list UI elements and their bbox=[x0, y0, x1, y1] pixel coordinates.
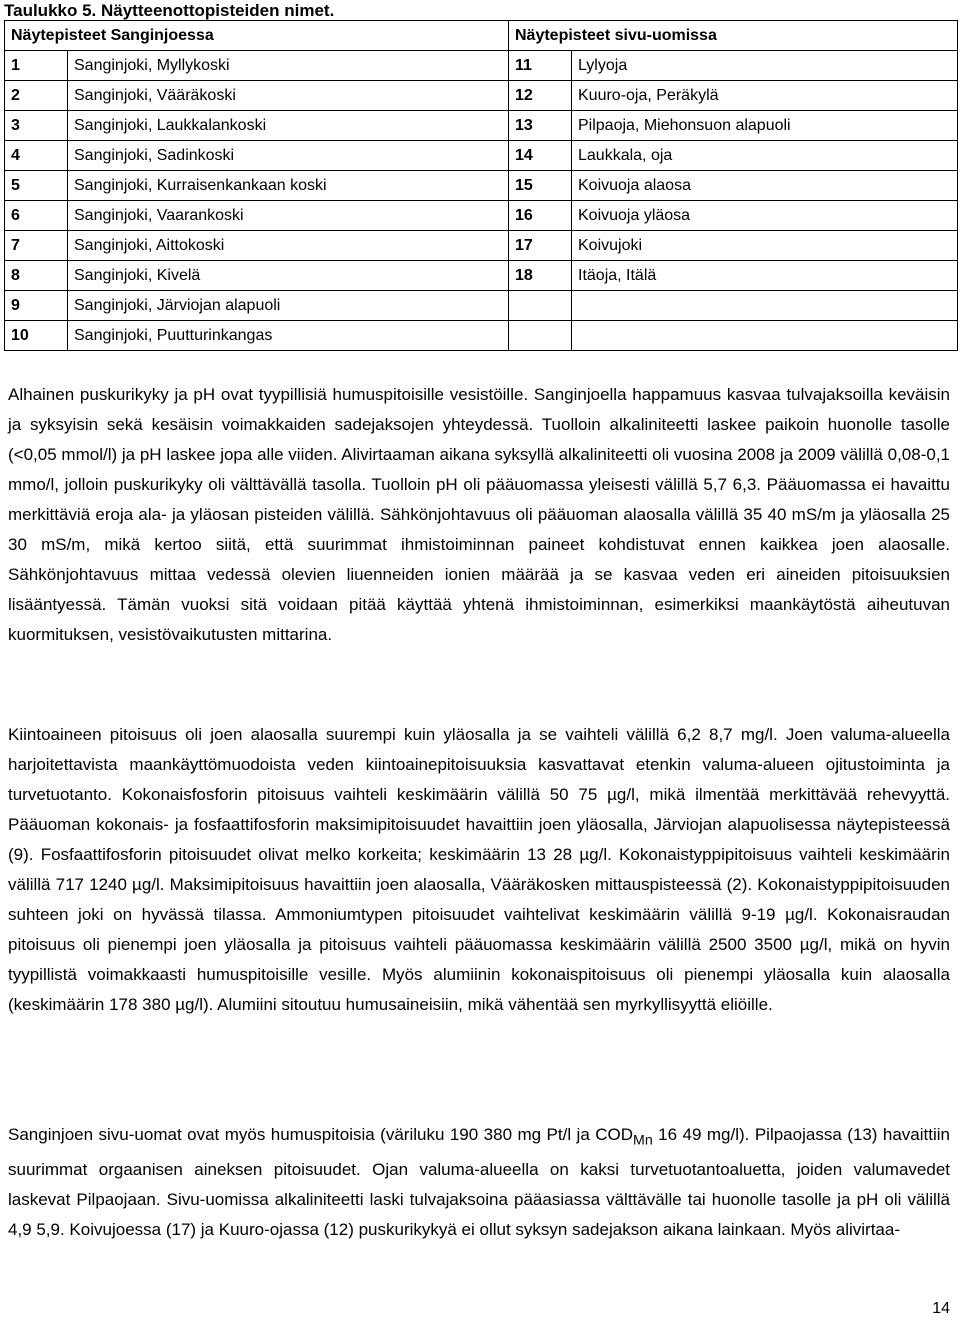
point-name: Sanginjoki, Kivelä bbox=[68, 261, 509, 291]
side-point-name: Koivuoja alaosa bbox=[572, 171, 958, 201]
side-point-number: 13 bbox=[509, 111, 572, 141]
point-number: 6 bbox=[5, 201, 68, 231]
point-number: 7 bbox=[5, 231, 68, 261]
side-point-number: 11 bbox=[509, 51, 572, 81]
point-name: Sanginjoki, Järviojan alapuoli bbox=[68, 291, 509, 321]
point-number: 8 bbox=[5, 261, 68, 291]
table-row bbox=[5, 201, 958, 231]
header-side-channels: Näytepisteet sivu-uomissa bbox=[509, 21, 958, 51]
table-row bbox=[5, 261, 958, 291]
paragraph-side-channels bbox=[8, 1120, 950, 1245]
point-name: Sanginjoki, Laukkalankoski bbox=[68, 111, 509, 141]
table-row bbox=[5, 51, 958, 81]
point-name: Sanginjoki, Kurraisenkankaan koski bbox=[68, 171, 509, 201]
table-row bbox=[5, 111, 958, 141]
paragraph-alkalinity: Alhainen puskurikyky ja pH ovat tyypillisiä humuspitoisille vesistöille. Sanginjoella happamuus kasvaa tulvajaksoilla keväisin ja syksyisin sekä kesäisin voimakkaiden sadejaksojen yhteydessä. Tuolloin alkaliniteetti laskee paikoin huonolle tasolle (<0,05 mmol/l) ja pH laskee jopa alle viiden. Alivirtaaman aikana syksyllä alkaliniteetti oli vuosina 2008 ja 2009 välillä 0,08-0,1 mmo/l, jolloin puskurikyky oli välttävällä tasolla. Tuolloin pH oli pääuomassa yleisesti välillä 5,7 6,3. Pääuomassa ei havaittu merkittäviä eroja ala- ja yläosan pisteiden välillä. Sähkönjohtavuus oli pääuoman alaosalla välillä 35 40 mS/m ja yläosalla 25 30 mS/m, mikä kertoo siitä, että suurimmat ihmistoiminnan paineet kohdistuvat ennen kaikkea joen alaosalle. Sähkönjohtavuus mittaa vedessä olevien liuenneiden ionien määrää ja se kasvaa veden eri aineiden pitoisuuksien lisääntyessä. Tämän vuoksi sitä voidaan pitää käyttää yhtenä ihmistoiminnan, esimerkiksi maankäytöstä aiheutuvan kuormituksen, vesistövaikutusten mittarina. bbox=[8, 385, 950, 644]
point-name: Sanginjoki, Sadinkoski bbox=[68, 141, 509, 171]
paragraph-nutrients: Kiintoaineen pitoisuus oli joen alaosalla suurempi kuin yläosalla ja se vaihteli välillä 6,2 8,7 mg/l. Joen valuma-alueella harjoitettavista maankäyttömuodoista veden kiintoainepitoisuuksia kasvattavat etenkin valuma-alueen ojitustoiminta ja turvetuotanto. Kokonaisfosforin pitoisuus vaihteli keskimäärin välillä 50 75 µg/l, mikä ilmentää merkittävää rehevyyttä. Pääuoman kokonais- ja fosfaattifosforin maksimipitoisuudet havaittiin joen yläosalla, Järviojan alapuolisessa näytepisteessä (9). Fosfaattifosforin pitoisuudet olivat melko korkeita; keskimäärin 13 28 µg/l. Kokonaistyppipitoisuus vaihteli keskimäärin välillä 717 1240 µg/l. Maksimipitoisuus havaittiin joen alaosalla, Vääräkosken mittauspisteessä (2). Kokonaistyppipitoisuuden suhteen joki on hyvässä tilassa. Ammoniumtypen pitoisuudet vaihtelivat keskimäärin välillä 9-19 µg/l. Kokonaisraudan pitoisuus oli pienempi joen yläosalla ja pitoisuus vaihteli pääuomassa keskimäärin välillä 2500 3500 µg/l, mikä on hyvin tyypillistä voimakkaasti humuspitoisille vesille. Myös alumiinin kokonaispitoisuus oli pienempi yläosalla kuin alaosalla (keskimäärin 178 380 µg/l). Alumiini sitoutuu humusaineisiin, mikä vähentää sen myrkyllisyyttä eliöille. bbox=[8, 725, 950, 1014]
side-point-number: 17 bbox=[509, 231, 572, 261]
side-point-name: Laukkala, oja bbox=[572, 141, 958, 171]
p3-subscript: Mn bbox=[633, 1132, 653, 1149]
side-point-number: 16 bbox=[509, 201, 572, 231]
side-point-name: Lylyoja bbox=[572, 51, 958, 81]
point-number: 2 bbox=[5, 81, 68, 111]
side-point-name bbox=[572, 291, 958, 321]
table-row bbox=[5, 141, 958, 171]
point-number: 10 bbox=[5, 321, 68, 351]
page-number: 14 bbox=[932, 1300, 950, 1317]
p3-text-end: 16 49 mg/l). Pilpaojassa (13) havaittiin suurimmat orgaanisen aineksen pitoisuudet. Ojan valuma-alueella on kaksi turvetuotantoaluetta, joiden valumavedet laskevat Pilpaojaan. Sivu-uomissa alkaliniteetti laski tulvajaksoina pääasiassa välttävälle tai huonolle tasolle ja pH oli välillä 4,9 5,9. Koivujoessa (17) ja Kuuro-ojassa (12) puskurikykyä ei ollut syksyn sadejakson aikana lainkaan. Myös alivirtaa- bbox=[8, 1125, 950, 1240]
point-name: Sanginjoki, Vaarankoski bbox=[68, 201, 509, 231]
point-number: 1 bbox=[5, 51, 68, 81]
side-point-name: Itäoja, Itälä bbox=[572, 261, 958, 291]
side-point-number: 15 bbox=[509, 171, 572, 201]
header-main-channel: Näytepisteet Sanginjoessa bbox=[5, 21, 509, 51]
table-row bbox=[5, 171, 958, 201]
p3-text-start: Sanginjoen sivu-uomat ovat myös humuspitoisia (väriluku 190 380 mg Pt/l ja COD bbox=[8, 1125, 634, 1144]
table-row bbox=[5, 81, 958, 111]
side-point-number: 14 bbox=[509, 141, 572, 171]
side-point-number bbox=[509, 291, 572, 321]
point-name: Sanginjoki, Puutturinkangas bbox=[68, 321, 509, 351]
point-number: 9 bbox=[5, 291, 68, 321]
point-name: Sanginjoki, Myllykoski bbox=[68, 51, 509, 81]
table-header-row bbox=[5, 21, 958, 51]
table-row bbox=[5, 291, 958, 321]
side-point-name: Koivuoja yläosa bbox=[572, 201, 958, 231]
side-point-name: Pilpaoja, Miehonsuon alapuoli bbox=[572, 111, 958, 141]
side-point-name: Kuuro-oja, Peräkylä bbox=[572, 81, 958, 111]
point-number: 5 bbox=[5, 171, 68, 201]
side-point-name bbox=[572, 321, 958, 351]
sampling-points-table bbox=[4, 20, 958, 351]
table-row bbox=[5, 231, 958, 261]
point-number: 4 bbox=[5, 141, 68, 171]
side-point-number bbox=[509, 321, 572, 351]
side-point-number: 18 bbox=[509, 261, 572, 291]
table-body bbox=[5, 51, 958, 351]
side-point-number: 12 bbox=[509, 81, 572, 111]
point-number: 3 bbox=[5, 111, 68, 141]
point-name: Sanginjoki, Aittokoski bbox=[68, 231, 509, 261]
table-row bbox=[5, 321, 958, 351]
point-name: Sanginjoki, Vääräkoski bbox=[68, 81, 509, 111]
side-point-name: Koivujoki bbox=[572, 231, 958, 261]
table-caption: Taulukko 5. Näytteenottopisteiden nimet. bbox=[4, 1, 335, 20]
